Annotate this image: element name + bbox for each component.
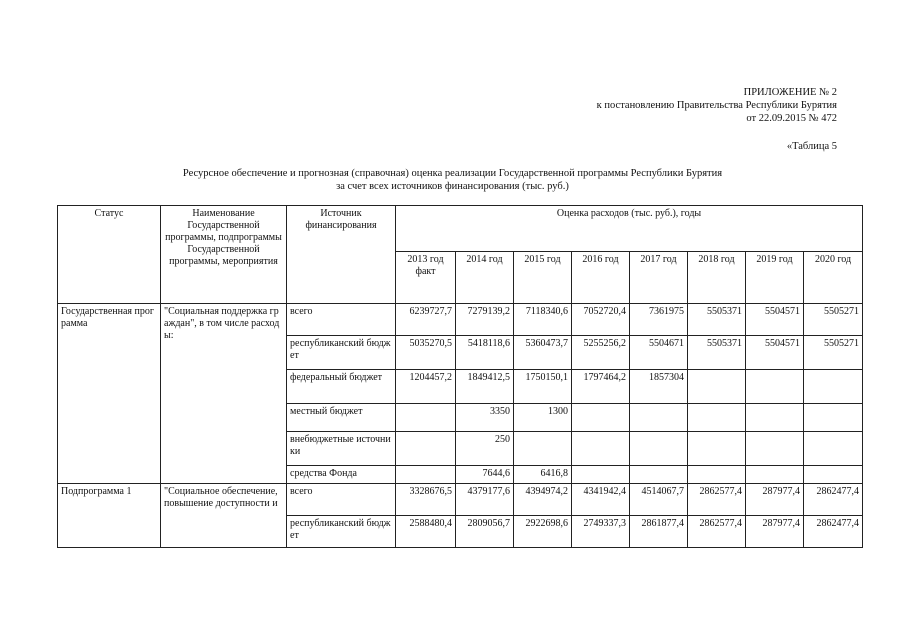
header-year: 2014 год — [456, 252, 514, 304]
value-cell: 6239727,7 — [396, 304, 456, 336]
value-cell: 2862477,4 — [804, 484, 863, 516]
value-cell: 7644,6 — [456, 466, 514, 484]
source-cell: внебюджетные источники — [287, 432, 396, 466]
name-cell: "Социальная поддержка граждан", в том числе расходы: — [161, 304, 287, 484]
value-cell — [804, 466, 863, 484]
value-cell — [572, 432, 630, 466]
value-cell — [804, 432, 863, 466]
appendix-date: от 22.09.2015 № 472 — [746, 113, 837, 124]
value-cell — [804, 404, 863, 432]
value-cell: 7118340,6 — [514, 304, 572, 336]
value-cell — [688, 432, 746, 466]
header-year: 2018 год — [688, 252, 746, 304]
header-year: 2019 год — [746, 252, 804, 304]
value-cell: 5505271 — [804, 336, 863, 370]
value-cell: 2809056,7 — [456, 516, 514, 548]
value-cell: 5504671 — [630, 336, 688, 370]
value-cell — [630, 404, 688, 432]
table-row — [58, 304, 863, 336]
value-cell — [396, 404, 456, 432]
resource-table — [57, 205, 863, 548]
value-cell: 1204457,2 — [396, 370, 456, 404]
value-cell — [804, 370, 863, 404]
value-cell: 2862477,4 — [804, 516, 863, 548]
value-cell: 2861877,4 — [630, 516, 688, 548]
source-cell: республиканский бюджет — [287, 516, 396, 548]
value-cell: 4394974,2 — [514, 484, 572, 516]
value-cell: 5505271 — [804, 304, 863, 336]
header-estimate: Оценка расходов (тыс. руб.), годы — [396, 206, 863, 252]
value-cell: 1849412,5 — [456, 370, 514, 404]
value-cell — [572, 404, 630, 432]
value-cell: 2588480,4 — [396, 516, 456, 548]
value-cell — [688, 466, 746, 484]
value-cell: 2749337,3 — [572, 516, 630, 548]
source-cell: федеральный бюджет — [287, 370, 396, 404]
value-cell: 5418118,6 — [456, 336, 514, 370]
value-cell — [572, 466, 630, 484]
value-cell: 250 — [456, 432, 514, 466]
value-cell: 7052720,4 — [572, 304, 630, 336]
value-cell — [630, 466, 688, 484]
value-cell: 2862577,4 — [688, 516, 746, 548]
value-cell: 287977,4 — [746, 484, 804, 516]
value-cell: 5504571 — [746, 304, 804, 336]
value-cell: 5035270,5 — [396, 336, 456, 370]
value-cell — [396, 466, 456, 484]
source-cell: местный бюджет — [287, 404, 396, 432]
header-year: 2013 год факт — [396, 252, 456, 304]
value-cell: 4379177,6 — [456, 484, 514, 516]
value-cell: 4341942,4 — [572, 484, 630, 516]
value-cell — [630, 432, 688, 466]
value-cell: 5504571 — [746, 336, 804, 370]
header-year: 2016 год — [572, 252, 630, 304]
name-cell: "Социальное обеспечение, повышение доступности и — [161, 484, 287, 548]
title-line-1: Ресурсное обеспечение и прогнозная (справочная) оценка реализации Государственной программы Республики Бурятия — [182, 168, 723, 179]
document-title — [0, 167, 905, 193]
value-cell — [688, 370, 746, 404]
table-row — [58, 484, 863, 516]
value-cell: 4514067,7 — [630, 484, 688, 516]
value-cell: 3350 — [456, 404, 514, 432]
source-cell: республиканский бюджет — [287, 336, 396, 370]
value-cell — [746, 404, 804, 432]
value-cell: 7279139,2 — [456, 304, 514, 336]
value-cell: 1797464,2 — [572, 370, 630, 404]
value-cell: 5505371 — [688, 304, 746, 336]
value-cell: 7361975 — [630, 304, 688, 336]
value-cell: 5505371 — [688, 336, 746, 370]
appendix-title: ПРИЛОЖЕНИЕ № 2 — [743, 87, 837, 98]
header-name: Наименование Государственной программы, подпрограммы Государственной программы, мероприятия — [161, 206, 287, 304]
value-cell — [746, 432, 804, 466]
value-cell: 2922698,6 — [514, 516, 572, 548]
value-cell: 1750150,1 — [514, 370, 572, 404]
value-cell: 1300 — [514, 404, 572, 432]
value-cell — [746, 466, 804, 484]
value-cell: 5360473,7 — [514, 336, 572, 370]
value-cell: 3328676,5 — [396, 484, 456, 516]
value-cell: 287977,4 — [746, 516, 804, 548]
header-source: Источник финансирования — [287, 206, 396, 304]
header-year: 2017 год — [630, 252, 688, 304]
header-year: 2020 год — [804, 252, 863, 304]
value-cell: 2862577,4 — [688, 484, 746, 516]
source-cell: всего — [287, 304, 396, 336]
value-cell: 1857304 — [630, 370, 688, 404]
source-cell: всего — [287, 484, 396, 516]
table-label: «Таблица 5 — [786, 141, 837, 152]
value-cell — [396, 432, 456, 466]
title-line-2: за счет всех источников финансирования (тыс. руб.) — [336, 181, 569, 192]
header-status: Статус — [58, 206, 161, 304]
appendix-reference: к постановлению Правительства Республики Бурятия — [596, 100, 837, 111]
status-cell: Подпрограмма 1 — [58, 484, 161, 548]
value-cell — [514, 432, 572, 466]
status-cell: Государственная программа — [58, 304, 161, 484]
value-cell: 5255256,2 — [572, 336, 630, 370]
value-cell — [688, 404, 746, 432]
value-cell — [746, 370, 804, 404]
header-year: 2015 год — [514, 252, 572, 304]
source-cell: средства Фонда — [287, 466, 396, 484]
value-cell: 6416,8 — [514, 466, 572, 484]
appendix-block — [597, 86, 837, 125]
